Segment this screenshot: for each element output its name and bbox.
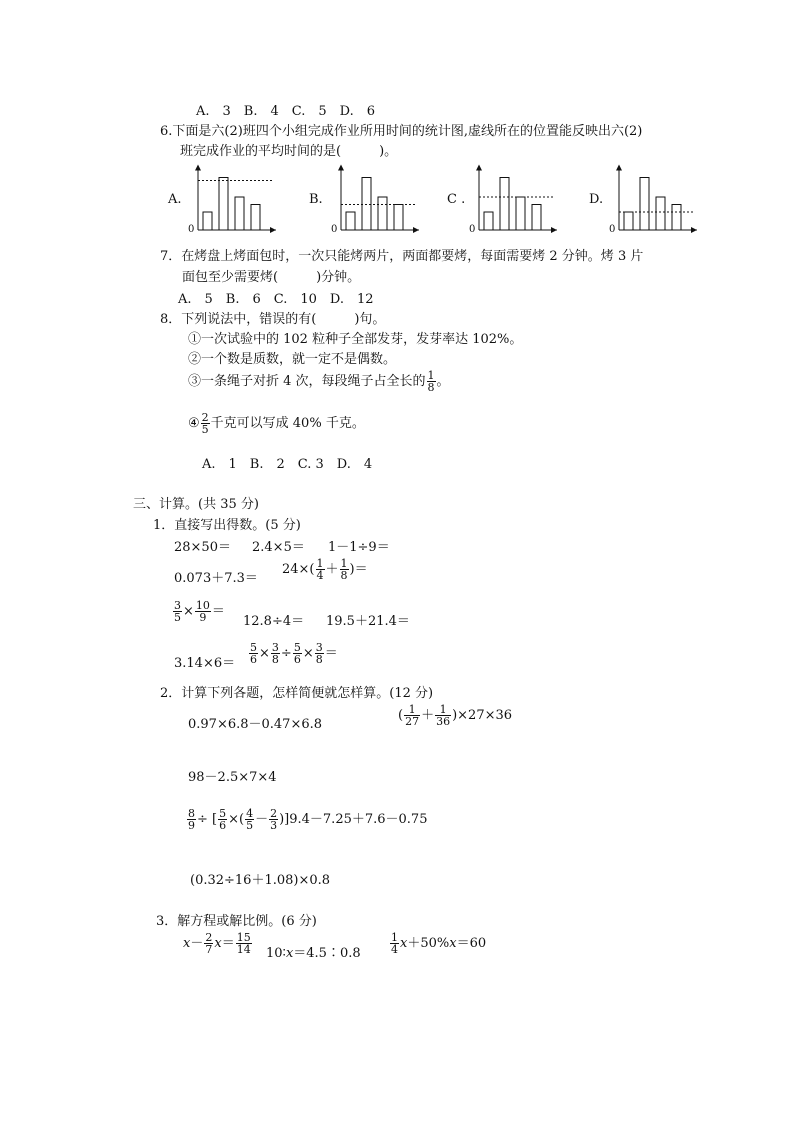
chart-d — [613, 164, 699, 236]
q8-s4-text: 千克可以写成 40% 千克。 — [210, 416, 365, 431]
chart-a-zero: 0 — [188, 224, 195, 235]
q7-options: A. 5 B. 6 C. 10 D. 12 — [178, 292, 374, 307]
q8-s4-mark: ④ — [188, 416, 200, 431]
equation: 10∶x＝4.5∶0.8 — [266, 946, 361, 961]
bar — [203, 212, 212, 230]
q7-stem-line2 — [182, 266, 360, 285]
equation: x－ $\frac{2}{7}$ x＝ $\frac{15}{14}$ — [183, 931, 251, 956]
calc-item: 2.4×5＝ — [252, 540, 305, 555]
q8-statement-2: ②一个数是质数，就一定不是偶数。 — [188, 352, 397, 367]
q5-options: A. 3 B. 4 C. 5 D. 6 — [196, 104, 375, 119]
part1-title: 1．直接写出得数。(5 分) — [153, 518, 301, 533]
calc-problem: ( $\frac{1}{27}$ ＋ $\frac{1}{36}$ )×27×36 — [398, 703, 513, 728]
y-axis-arrow — [476, 165, 482, 171]
q6-stem-end: )。 — [379, 144, 398, 159]
calc-item: 0.073＋7.3＝ — [174, 571, 258, 586]
q8-statement-3 — [188, 370, 450, 393]
x-axis-arrow — [413, 227, 419, 233]
q8-s3-end: 。 — [436, 374, 450, 389]
calc-problem: $\frac{8}{9}$ ÷ [ $\frac{5}{6}$ ×( $\frac{4}{5}$ － $\frac{2}{3}$ )]9.4－7.25＋7.6－0.75 — [188, 807, 428, 832]
chart-b — [335, 164, 421, 236]
y-axis-arrow — [338, 165, 344, 171]
y-axis-arrow — [616, 165, 622, 171]
q8-stem-end: )句。 — [354, 312, 386, 327]
x-axis-arrow — [270, 227, 276, 233]
chart-c — [473, 164, 559, 236]
calc-problem: 0.97×6.8－0.47×6.8 — [188, 717, 323, 732]
chart-a-label: A. — [168, 192, 182, 207]
chart-a — [192, 164, 278, 236]
calc-problem: (0.32÷16＋1.08)×0.8 — [190, 873, 331, 888]
fraction: $\frac{2}{5}$ — [201, 411, 209, 436]
x-axis-arrow — [691, 227, 697, 233]
calc-problem: 98－2.5×7×4 — [188, 770, 277, 785]
calc-item: $\frac{5}{6}$ × $\frac{3}{8}$ ÷ $\frac{5}{6}$ × $\frac{3}{8}$ ＝ — [250, 641, 338, 666]
chart-b-label: B. — [309, 192, 323, 207]
equation: $\frac{1}{4}$ x＋50%x＝60 — [391, 931, 487, 956]
calc-item: 3.14×6＝ — [174, 656, 236, 671]
bar — [640, 178, 649, 231]
bar — [672, 205, 681, 231]
q8-s3-text: ③一条绳子对折 4 次，每段绳子占全长的 — [188, 374, 426, 389]
bar — [624, 212, 633, 230]
q8-stem — [160, 308, 385, 327]
chart-c-zero: 0 — [469, 224, 476, 235]
q8-options: A. 1 B. 2 C. 3 D. 4 — [202, 457, 373, 472]
q6-stem-line2 — [180, 140, 397, 159]
bar — [656, 197, 665, 230]
bar — [516, 197, 525, 230]
bar — [378, 197, 387, 230]
bar — [362, 178, 371, 231]
calc-item: $\frac{3}{5}$ × $\frac{10}{9}$ ＝ — [174, 599, 225, 624]
calc-item: 12.8÷4＝ — [243, 614, 305, 629]
part2-title: 2．计算下列各题，怎样简便就怎样算。(12 分) — [160, 686, 434, 701]
fraction: $\frac{1}{8}$ — [427, 369, 435, 394]
q7-stem-text: 面包至少需要烤( — [182, 270, 279, 285]
chart-d-zero: 0 — [609, 224, 616, 235]
part3-title: 3．解方程或解比例。(6 分) — [156, 914, 317, 929]
y-axis-arrow — [195, 165, 201, 171]
bar — [346, 212, 355, 230]
q6-stem-line1: 6.下面是六(2)班四个小组完成作业所用时间的统计图,虚线所在的位置能反映出六(2) — [160, 124, 643, 139]
bar — [219, 178, 228, 231]
q7-stem-line1: 7．在烤盘上烤面包时，一次只能烤两片，两面都要烤，每面需要烤 2 分钟。烤 3 片 — [160, 249, 644, 264]
q8-statement-4 — [188, 412, 365, 435]
section-title: 三、计算。(共 35 分) — [133, 497, 259, 512]
calc-item: 1－1÷9＝ — [328, 540, 390, 555]
chart-c-label: C . — [447, 192, 466, 207]
bar — [235, 197, 244, 230]
bar — [532, 205, 541, 231]
q6-stem-text: 班完成作业的平均时间的是( — [180, 144, 342, 159]
chart-b-zero: 0 — [331, 224, 338, 235]
q8-stem-text: 8．下列说法中，错误的有( — [160, 312, 317, 327]
bar — [500, 178, 509, 231]
chart-d-label: D. — [589, 192, 604, 207]
calc-item: 19.5＋21.4＝ — [326, 614, 410, 629]
calc-item: 28×50＝ — [174, 540, 231, 555]
x-axis-arrow — [551, 227, 557, 233]
bar — [394, 205, 403, 231]
q7-stem-end: )分钟。 — [316, 270, 361, 285]
bar — [251, 205, 260, 231]
calc-item: 24×( $\frac{1}{4}$ ＋ $\frac{1}{8}$ )＝ — [282, 557, 368, 582]
bar — [484, 212, 493, 230]
q8-statement-1: ①一次试验中的 102 粒种子全部发芽，发芽率达 102%。 — [188, 332, 523, 347]
